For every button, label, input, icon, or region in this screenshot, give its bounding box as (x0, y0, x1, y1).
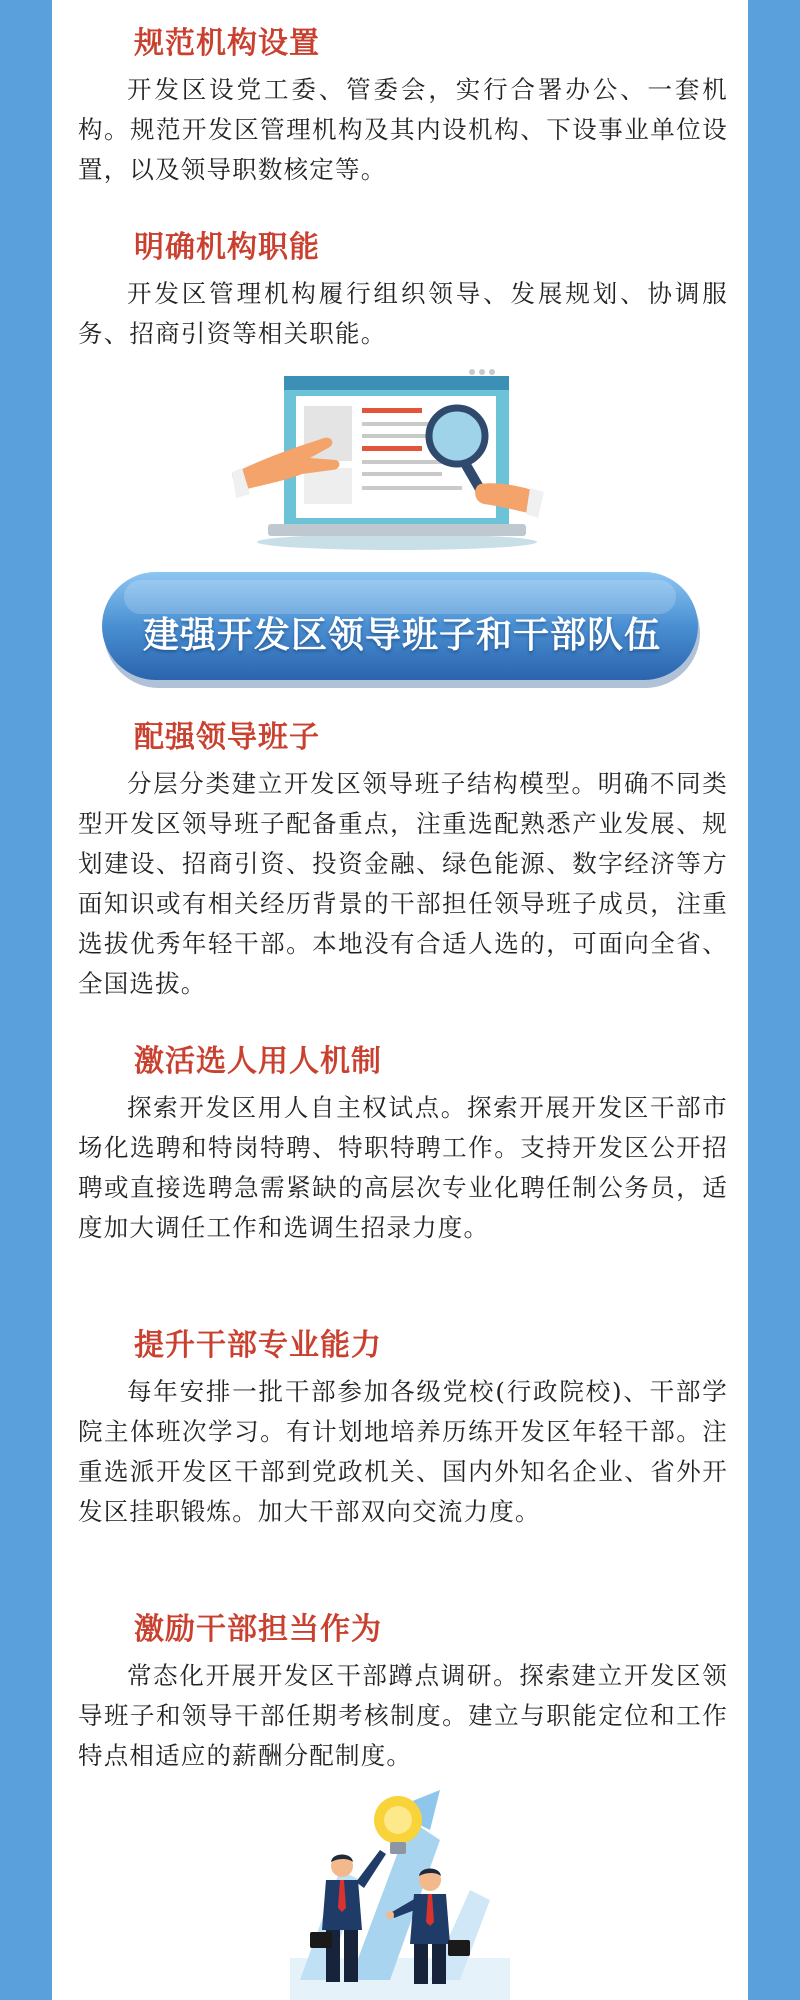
section-paragraph: 分层分类建立开发区领导班子结构模型。明确不同类型开发区领导班子配备重点，注重选配熟悉产业发展、规划建设、招商引资、投资金融、绿色能源、数字经济等方面知识或有相关经历背景的干部担任领导班子成员，注重选拔优秀年轻干部。本地没有合适人选的，可面向全省、全国选拔。 (78, 769, 728, 998)
section-heading: 明确机构职能 (134, 230, 320, 265)
section-institution-functions (78, 228, 728, 354)
section-paragraph: 开发区管理机构履行组织领导、发展规划、协调服务、招商引资等相关职能。 (78, 279, 728, 348)
section-heading: 提升干部专业能力 (134, 1328, 382, 1363)
section-paragraph: 常态化开展开发区干部蹲点调研。探索建立开发区领导班子和领导干部任期考核制度。建立与职能定位和工作特点相适应的薪酬分配制度。 (78, 1661, 728, 1770)
businessmen-with-lightbulb-illustration (280, 1780, 520, 2000)
section-paragraph: 开发区设党工委、管委会，实行合署办公、一套机构。规范开发区管理机构及其内设机构、下设事业单位设置，以及领导职数核定等。 (78, 75, 728, 184)
section-paragraph: 每年安排一批干部参加各级党校(行政院校)、干部学院主体班次学习。有计划地培养历练开发区年轻干部。注重选派开发区干部到党政机关、国内外知名企业、省外开发区挂职锻炼。加大干部双向交流力度。 (78, 1377, 728, 1526)
section-banner (102, 570, 702, 694)
section-heading: 激励干部担当作为 (134, 1612, 382, 1647)
section-institution-setup (78, 24, 728, 190)
section-leadership-team (78, 718, 728, 1004)
article-page (52, 0, 748, 2000)
section-heading: 激活选人用人机制 (134, 1044, 382, 1079)
section-heading: 配强领导班子 (134, 720, 320, 755)
section-selection-mechanism (78, 1042, 728, 1248)
laptop-with-magnifier-illustration (232, 364, 552, 554)
section-motivate-cadres (78, 1610, 728, 1776)
banner-title: 建强开发区领导班子和干部队伍 (142, 614, 661, 656)
section-professional-ability (78, 1326, 728, 1532)
section-heading: 规范机构设置 (134, 26, 320, 61)
section-paragraph: 探索开发区用人自主权试点。探索开展开发区干部市场化选聘和特岗特聘、特职特聘工作。支持开发区公开招聘或直接选聘急需紧缺的高层次专业化聘任制公务员，适度加大调任工作和选调生招录力度。 (78, 1093, 728, 1242)
